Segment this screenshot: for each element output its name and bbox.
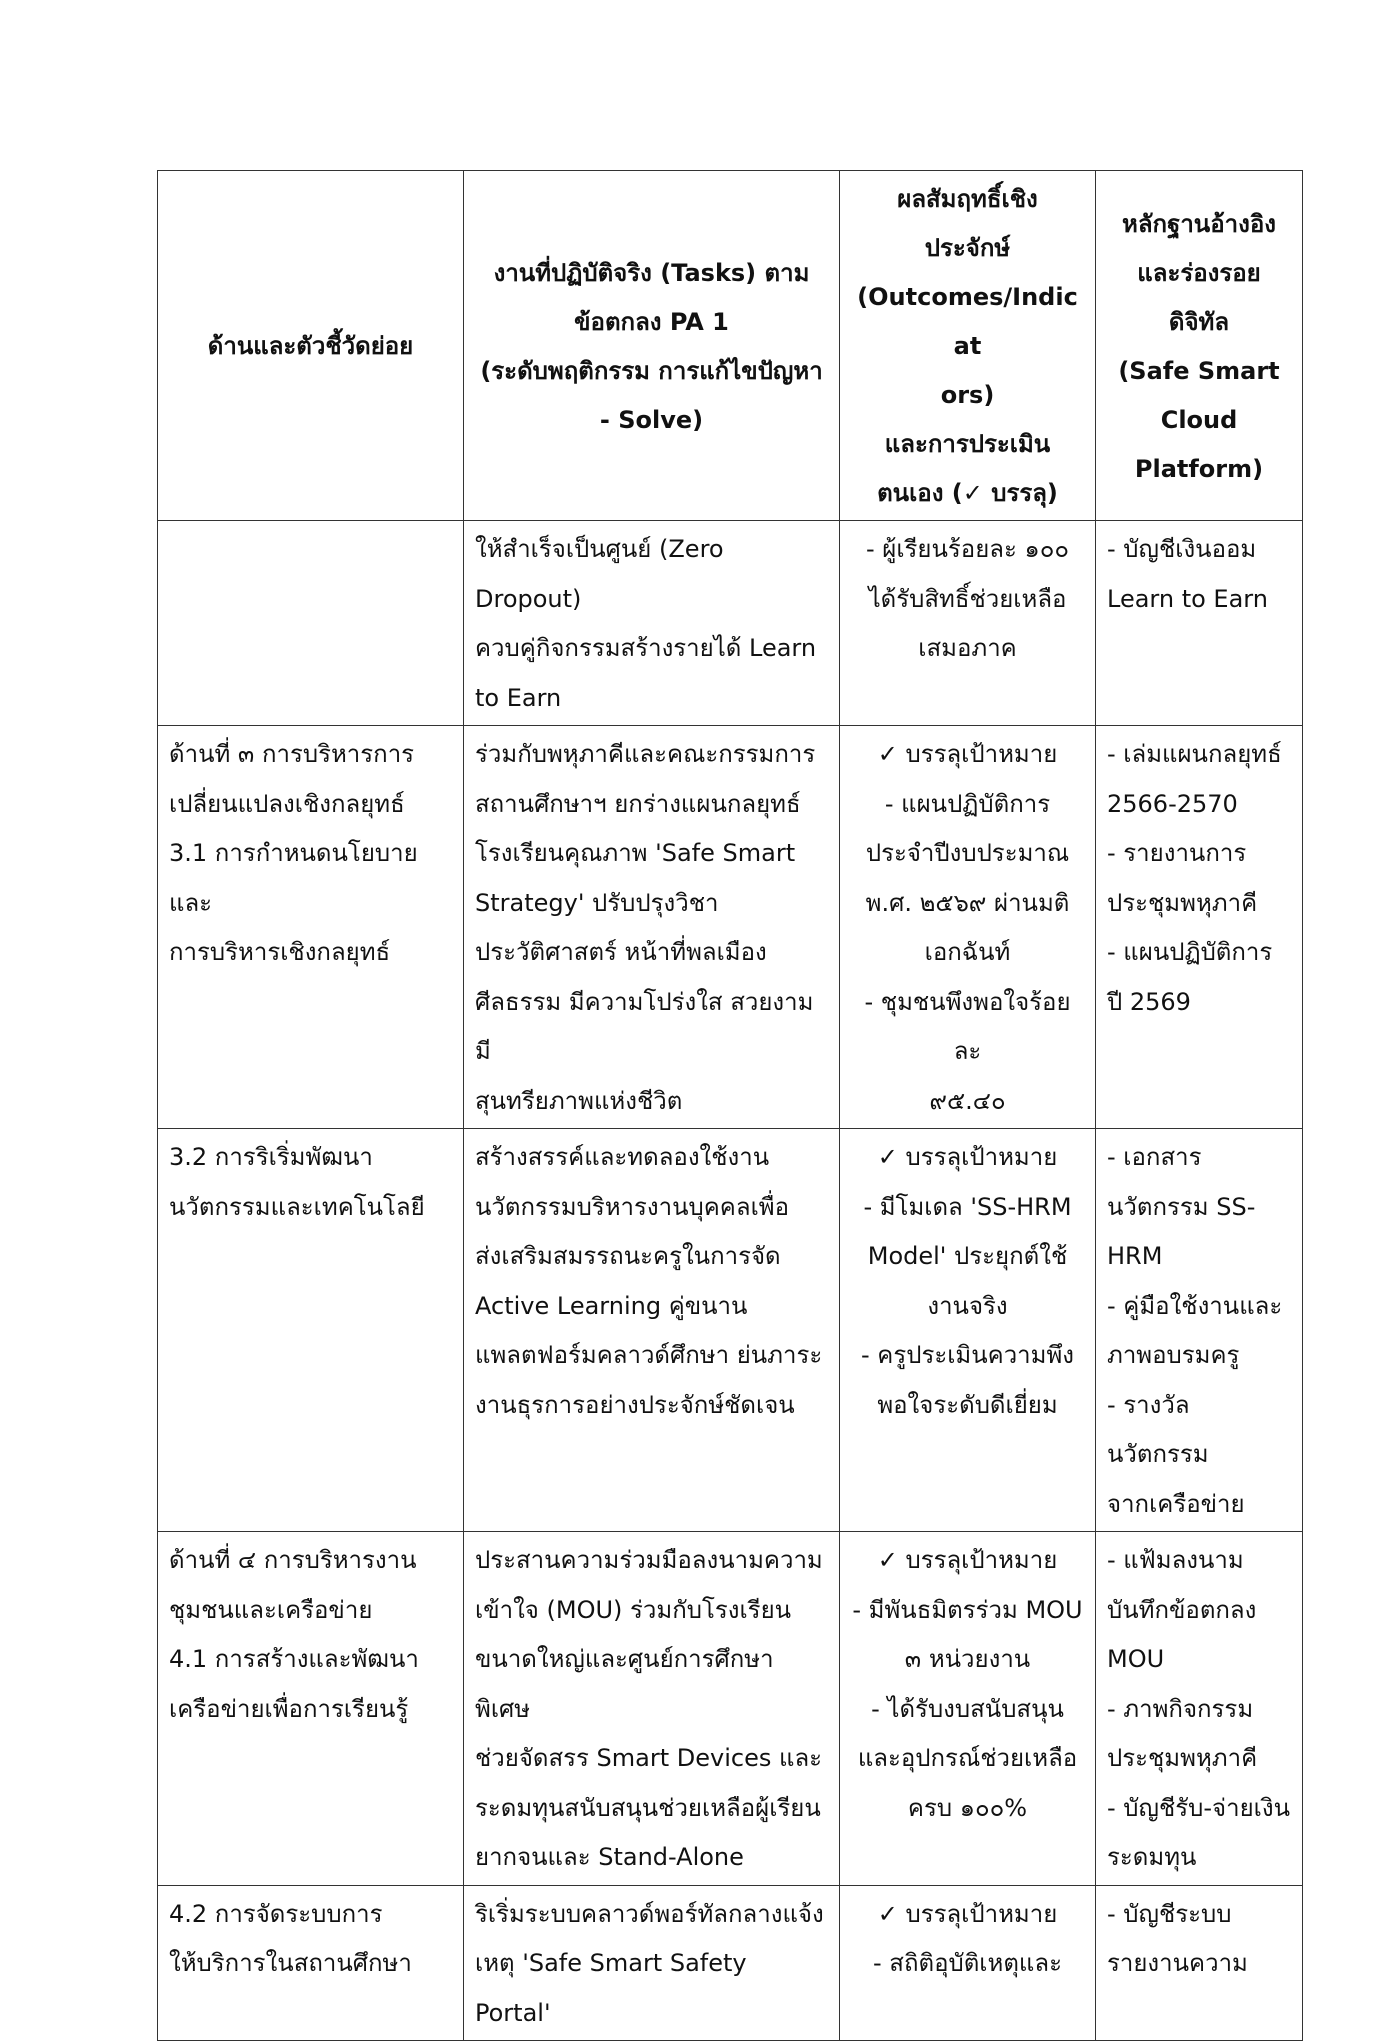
cell-line: ภาพอบรมครู: [1107, 1341, 1240, 1369]
cell-line: - ชุมชนพึงพอใจร้อยละ: [864, 987, 1071, 1065]
cell-line: ด้านที่ ๔ การบริหารงาน: [169, 1546, 417, 1574]
cell-line: ด้านที่ ๓ การบริหารการ: [169, 740, 415, 768]
pa-table: [157, 170, 1303, 2041]
cell-line: (Outcomes/Indicat: [857, 283, 1078, 360]
cell-line: - แฟ้มลงนาม: [1107, 1546, 1244, 1574]
cell-line: หลักฐานอ้างอิง: [1122, 209, 1276, 238]
cell-line: Learn to Earn: [1107, 584, 1268, 613]
cell-line: ประชุมพหุภาคี: [1107, 888, 1258, 917]
cell-line: - เล่มแผนกลยุทธ์: [1107, 740, 1282, 768]
cell-line: ระดมทุน: [1107, 1843, 1197, 1871]
cell-line: ข้อตกลง PA 1: [574, 307, 729, 336]
cell-line: ตนเอง (✓ บรรลุ): [877, 479, 1058, 507]
cell-tasks: [464, 1885, 840, 2041]
table-body: [158, 521, 1303, 2041]
cell-line: (ระดับพฤติกรรม การแก้ไขปัญหา: [480, 356, 823, 385]
cell-line: ประวัติศาสตร์ หน้าที่พลเมือง: [475, 938, 767, 966]
cell-line: ๙๕.๔๐: [929, 1086, 1006, 1115]
cell-line: ✓ บรรลุเป้าหมาย: [877, 1546, 1058, 1574]
cell-line: จากเครือข่าย: [1107, 1489, 1245, 1518]
cell-outcomes: [840, 1129, 1096, 1532]
cell-line: - คู่มือใช้งานและ: [1107, 1291, 1283, 1320]
cell-outcomes: [840, 521, 1096, 726]
cell-line: เข้าใจ (MOU) ร่วมกับโรงเรียน: [475, 1595, 792, 1624]
cell-line: นวัตกรรมและเทคโนโลยี: [169, 1192, 425, 1221]
cell-line: 2566-2570: [1107, 789, 1238, 818]
table-row: [158, 1885, 1303, 2041]
cell-line: และการประเมิน: [884, 430, 1051, 458]
cell-line: ร่วมกับพหุภาคีและคณะกรรมการ: [475, 740, 816, 768]
cell-line: ประจำปีงบประมาณ: [865, 839, 1070, 867]
cell-line: Active Learning คู่ขนาน: [475, 1291, 748, 1320]
cell-line: - ภาพกิจกรรม: [1107, 1694, 1254, 1723]
cell-evidence: [1096, 521, 1303, 726]
cell-line: ปี 2569: [1107, 987, 1191, 1016]
cell-line: 3.1 การกำหนดนโยบายและ: [169, 839, 418, 917]
header-tasks: [464, 171, 840, 521]
cell-evidence: [1096, 1129, 1303, 1532]
cell-line: - แผนปฏิบัติการ: [884, 789, 1051, 818]
cell-line: - สถิติอุบัติเหตุและ: [873, 1949, 1062, 1977]
cell-line: - มีโมเดล 'SS-HRM: [863, 1192, 1072, 1221]
cell-line: รายงานความ: [1107, 1949, 1248, 1977]
cell-line: โรงเรียนคุณภาพ 'Safe Smart: [475, 839, 796, 867]
cell-line: ส่งเสริมสมรรถนะครูในการจัด: [475, 1242, 781, 1270]
cell-line: ชุมชนและเครือข่าย: [169, 1595, 373, 1624]
cell-line: เอกฉันท์: [924, 938, 1011, 966]
cell-line: ได้รับสิทธิ์ช่วยเหลือ: [868, 584, 1067, 613]
cell-line: ให้สำเร็จเป็นศูนย์ (Zero Dropout): [475, 535, 724, 613]
cell-line: 4.1 การสร้างและพัฒนา: [169, 1645, 419, 1673]
cell-line: พอใจระดับดีเยี่ยม: [877, 1390, 1058, 1419]
cell-line: สถานศึกษาฯ ยกร่างแผนกลยุทธ์: [475, 789, 801, 818]
cell-line: นวัตกรรม SS-: [1107, 1192, 1256, 1221]
header-evidence: [1096, 171, 1303, 521]
cell-line: ช่วยจัดสรร Smart Devices และ: [475, 1744, 823, 1772]
cell-line: - บัญชีระบบ: [1107, 1899, 1232, 1928]
cell-line: ประสานความร่วมมือลงนามความ: [475, 1546, 823, 1574]
cell-line: to Earn: [475, 683, 562, 712]
cell-line: การบริหารเชิงกลยุทธ์: [169, 938, 391, 966]
cell-line: HRM: [1107, 1242, 1163, 1270]
cell-evidence: [1096, 1885, 1303, 2041]
cell-line: ระดมทุนสนับสนุนช่วยเหลือผู้เรียน: [475, 1793, 821, 1822]
cell-line: สุนทรียภาพแห่งชีวิต: [475, 1086, 683, 1115]
cell-line: งานที่ปฏิบัติจริง (Tasks) ตาม: [493, 258, 810, 287]
cell-line: MOU: [1107, 1645, 1165, 1673]
cell-line: Model' ประยุกต์ใช้: [867, 1242, 1068, 1270]
cell-line: นวัตกรรมบริหารงานบุคคลเพื่อ: [475, 1192, 790, 1221]
cell-line: ผลสัมฤทธิ์เชิง: [897, 185, 1038, 213]
cell-evidence: [1096, 1532, 1303, 1886]
cell-line: - รางวัลนวัตกรรม: [1107, 1390, 1209, 1468]
header-area: [158, 171, 464, 521]
cell-line: เสมอภาค: [918, 634, 1017, 662]
table-row: [158, 1532, 1303, 1886]
cell-line: ors): [940, 381, 995, 409]
cell-line: สร้างสรรค์และทดลองใช้งาน: [475, 1143, 770, 1171]
cell-line: ยากจนและ Stand-Alone: [475, 1843, 744, 1871]
cell-line: เหตุ 'Safe Smart Safety Portal': [475, 1949, 747, 2027]
cell-area: [158, 1129, 464, 1532]
cell-tasks: [464, 1129, 840, 1532]
cell-line: - เอกสาร: [1107, 1143, 1202, 1171]
cell-line: ประชุมพหุภาคี: [1107, 1744, 1258, 1772]
cell-area: [158, 521, 464, 726]
cell-area: [158, 726, 464, 1129]
cell-area: [158, 1532, 464, 1886]
cell-line: ๓ หน่วยงาน: [904, 1645, 1031, 1673]
cell-line: ขนาดใหญ่และศูนย์การศึกษาพิเศษ: [475, 1645, 774, 1723]
cell-line: ริเริ่มระบบคลาวด์พอร์ทัลกลางแจ้ง: [475, 1899, 824, 1928]
cell-line: ครบ ๑๐๐%: [907, 1793, 1028, 1822]
cell-line: 4.2 การจัดระบบการ: [169, 1899, 383, 1928]
table-row: [158, 1129, 1303, 1532]
cell-area: [158, 1885, 464, 2041]
cell-line: - ครูประเมินความพึง: [860, 1341, 1075, 1369]
cell-line: ✓ บรรลุเป้าหมาย: [877, 1143, 1058, 1171]
cell-line: ดิจิทัล: [1168, 307, 1230, 336]
cell-line: - บัญชีรับ-จ่ายเงิน: [1107, 1793, 1290, 1822]
cell-line: ให้บริการในสถานศึกษา: [169, 1949, 412, 1977]
cell-line: บันทึกข้อตกลง: [1107, 1595, 1257, 1624]
cell-line: - Solve): [599, 405, 704, 434]
cell-line: และอุปกรณ์ช่วยเหลือ: [857, 1744, 1078, 1772]
cell-line: - ผู้เรียนร้อยละ ๑๐๐: [865, 535, 1070, 563]
header-row: [158, 171, 1303, 521]
cell-tasks: [464, 521, 840, 726]
cell-line: พ.ศ. ๒๕๖๙ ผ่านมติ: [865, 888, 1070, 917]
cell-line: ศีลธรรม มีความโปร่งใส สวยงาม มี: [475, 987, 814, 1065]
cell-line: Cloud: [1160, 405, 1238, 434]
cell-outcomes: [840, 726, 1096, 1129]
cell-line: (Safe Smart: [1118, 356, 1280, 385]
header-outcomes: [840, 171, 1096, 521]
table-row: [158, 521, 1303, 726]
cell-line: เปลี่ยนแปลงเชิงกลยุทธ์: [169, 789, 405, 818]
cell-tasks: [464, 1532, 840, 1886]
cell-outcomes: [840, 1885, 1096, 2041]
cell-line: - บัญชีเงินออม: [1107, 535, 1257, 563]
cell-line: เครือข่ายเพื่อการเรียนรู้: [169, 1694, 409, 1723]
cell-line: และร่องรอย: [1137, 258, 1261, 287]
table-row: [158, 726, 1303, 1129]
cell-line: ประจักษ์: [924, 234, 1011, 262]
cell-line: งานธุรการอย่างประจักษ์ชัดเจน: [475, 1390, 795, 1419]
cell-line: - ได้รับงบสนับสนุน: [871, 1694, 1064, 1723]
cell-line: Strategy' ปรับปรุงวิชา: [475, 888, 719, 917]
cell-evidence: [1096, 726, 1303, 1129]
cell-line: ด้านและตัวชี้วัดย่อย: [207, 332, 414, 360]
cell-line: แพลตฟอร์มคลาวด์ศึกษา ย่นภาระ: [475, 1341, 823, 1369]
cell-outcomes: [840, 1532, 1096, 1886]
cell-line: - แผนปฏิบัติการ: [1107, 938, 1273, 966]
cell-line: Platform): [1134, 454, 1264, 483]
cell-line: ✓ บรรลุเป้าหมาย: [877, 740, 1058, 768]
cell-line: งานจริง: [927, 1291, 1008, 1320]
cell-line: - รายงานการ: [1107, 839, 1247, 867]
cell-line: - มีพันธมิตรร่วม MOU: [852, 1595, 1083, 1624]
cell-line: ควบคู่กิจกรรมสร้างรายได้ Learn: [475, 634, 817, 662]
cell-line: 3.2 การริเริ่มพัฒนา: [169, 1143, 373, 1171]
cell-tasks: [464, 726, 840, 1129]
cell-line: ✓ บรรลุเป้าหมาย: [877, 1899, 1058, 1928]
